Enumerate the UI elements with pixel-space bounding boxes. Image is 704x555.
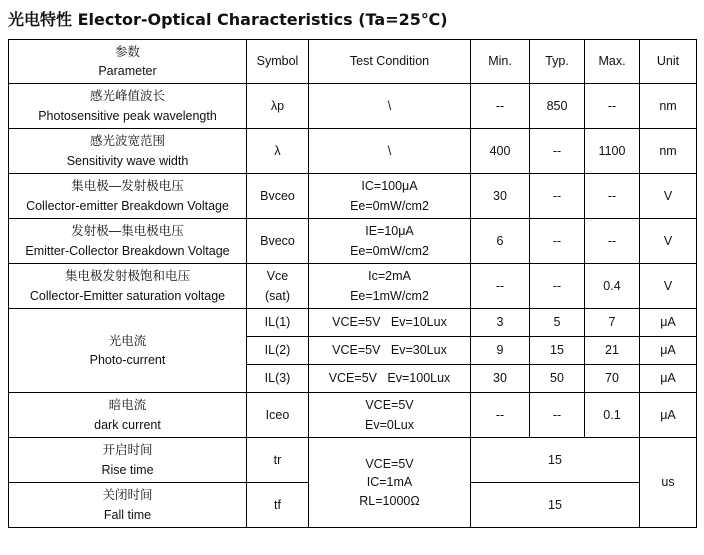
symbol-cell: Bveco (247, 219, 309, 264)
param-cn: 发射极—集电极电压 (71, 224, 184, 239)
symbol-line: (sat) (265, 288, 290, 303)
max-cell: 0.1 (585, 393, 640, 438)
unit-cell: nm (640, 129, 697, 174)
unit-cell: V (640, 174, 697, 219)
typ-cell: 850 (530, 84, 585, 129)
unit-cell: us (640, 438, 697, 528)
condition-line: VCE=5V (365, 456, 414, 471)
symbol-cell: tf (247, 483, 309, 528)
param-en: Emitter-Collector Breakdown Voltage (25, 243, 230, 258)
condition-line: Ee=0mW/cm2 (350, 243, 429, 258)
header-parameter-en: Parameter (98, 64, 157, 78)
page-title: 光电特性 Elector-Optical Characteristics (Ta=25℃) (8, 10, 448, 29)
symbol-cell: tr (247, 438, 309, 483)
header-test-condition: Test Condition (309, 40, 471, 84)
min-cell: 6 (471, 219, 530, 264)
typ-cell: 15 (530, 337, 585, 365)
param-en: dark current (94, 417, 161, 432)
min-cell: 30 (471, 365, 530, 393)
param-cn: 感光峰值波长 (89, 89, 165, 104)
condition-cell: VCE=5V Ev=30Lux (309, 337, 471, 365)
param-cn: 暗电流 (108, 398, 147, 413)
min-cell: 9 (471, 337, 530, 365)
value-cell: 15 (471, 438, 640, 483)
typ-cell: 50 (530, 365, 585, 393)
typ-cell: -- (530, 174, 585, 219)
max-cell: 70 (585, 365, 640, 393)
param-cn: 光电流 (108, 333, 147, 348)
typ-cell: -- (530, 393, 585, 438)
condition-line: IC=1mA (366, 475, 413, 490)
symbol-cell: λ (247, 129, 309, 174)
param-cn: 感光波宽范围 (89, 134, 165, 149)
header-parameter (9, 40, 247, 84)
condition-line: IC=100μA (361, 179, 418, 194)
param-en: Rise time (101, 462, 154, 477)
param-cell-photo-current (9, 309, 247, 393)
header-typ: Typ. (530, 40, 585, 84)
min-cell: -- (471, 264, 530, 309)
symbol-cell: IL(2) (247, 337, 309, 365)
typ-cell: 5 (530, 309, 585, 337)
table-row (9, 219, 697, 264)
max-cell: 0.4 (585, 264, 640, 309)
param-cell (9, 174, 247, 219)
table-row (9, 309, 697, 337)
max-cell: 1100 (585, 129, 640, 174)
condition-cell: VCE=5V Ev=100Lux (309, 365, 471, 393)
header-symbol: Symbol (247, 40, 309, 84)
param-cell (9, 219, 247, 264)
param-cn: 集电极—发射极电压 (71, 179, 184, 194)
condition-line: IE=10μA (365, 224, 414, 239)
param-cell (9, 483, 247, 528)
condition-cell: VCE=5V Ev=10Lux (309, 309, 471, 337)
table-row (9, 393, 697, 438)
condition-line: Ic=2mA (368, 269, 411, 284)
min-cell: 3 (471, 309, 530, 337)
table-row (9, 129, 697, 174)
symbol-cell: IL(3) (247, 365, 309, 393)
max-cell: -- (585, 219, 640, 264)
condition-cell (309, 174, 471, 219)
condition-cell-timing (309, 438, 471, 528)
param-cell (9, 84, 247, 129)
value-cell: 15 (471, 483, 640, 528)
param-cn: 关闭时间 (102, 488, 153, 503)
min-cell: 30 (471, 174, 530, 219)
symbol-cell: Bvceo (247, 174, 309, 219)
table-row (9, 84, 697, 129)
condition-line: Ev=0Lux (365, 417, 414, 432)
param-cell (9, 438, 247, 483)
symbol-line: Vce (266, 269, 289, 284)
condition-cell (309, 393, 471, 438)
unit-cell: μA (640, 309, 697, 337)
condition-line: Ee=0mW/cm2 (350, 198, 429, 213)
param-cn: 开启时间 (102, 443, 153, 458)
unit-cell: μA (640, 393, 697, 438)
param-cell (9, 264, 247, 309)
table-row (9, 264, 697, 309)
header-min: Min. (471, 40, 530, 84)
condition-line: RL=1000Ω (359, 493, 420, 508)
table-row (9, 438, 697, 483)
typ-cell: -- (530, 219, 585, 264)
param-en: Collector-Emitter saturation voltage (29, 288, 226, 303)
characteristics-table (8, 39, 697, 528)
unit-cell: V (640, 264, 697, 309)
unit-cell: nm (640, 84, 697, 129)
param-en: Sensitivity wave width (66, 153, 189, 168)
param-en: Collector-emitter Breakdown Voltage (26, 198, 229, 213)
max-cell: 7 (585, 309, 640, 337)
condition-line: Ee=1mW/cm2 (350, 288, 429, 303)
unit-cell: μA (640, 337, 697, 365)
param-en: Photosensitive peak wavelength (38, 108, 217, 123)
symbol-cell: IL(1) (247, 309, 309, 337)
unit-cell: μA (640, 365, 697, 393)
symbol-cell: λp (247, 84, 309, 129)
min-cell: -- (471, 393, 530, 438)
param-cn: 集电极发射极饱和电压 (64, 269, 190, 284)
table-header-row (9, 40, 697, 84)
table-row (9, 174, 697, 219)
max-cell: -- (585, 174, 640, 219)
symbol-cell (247, 264, 309, 309)
param-cell (9, 129, 247, 174)
unit-cell: V (640, 219, 697, 264)
header-parameter-cn: 参数 (114, 44, 140, 59)
param-en: Photo-current (89, 353, 166, 367)
condition-cell (309, 219, 471, 264)
max-cell: -- (585, 84, 640, 129)
min-cell: 400 (471, 129, 530, 174)
param-en: Fall time (103, 507, 152, 522)
header-unit: Unit (640, 40, 697, 84)
max-cell: 21 (585, 337, 640, 365)
typ-cell: -- (530, 264, 585, 309)
condition-cell: \ (309, 84, 471, 129)
header-max: Max. (585, 40, 640, 84)
symbol-cell: Iceo (247, 393, 309, 438)
min-cell: -- (471, 84, 530, 129)
typ-cell: -- (530, 129, 585, 174)
condition-cell: \ (309, 129, 471, 174)
condition-line: VCE=5V (365, 398, 414, 413)
condition-cell (309, 264, 471, 309)
param-cell (9, 393, 247, 438)
